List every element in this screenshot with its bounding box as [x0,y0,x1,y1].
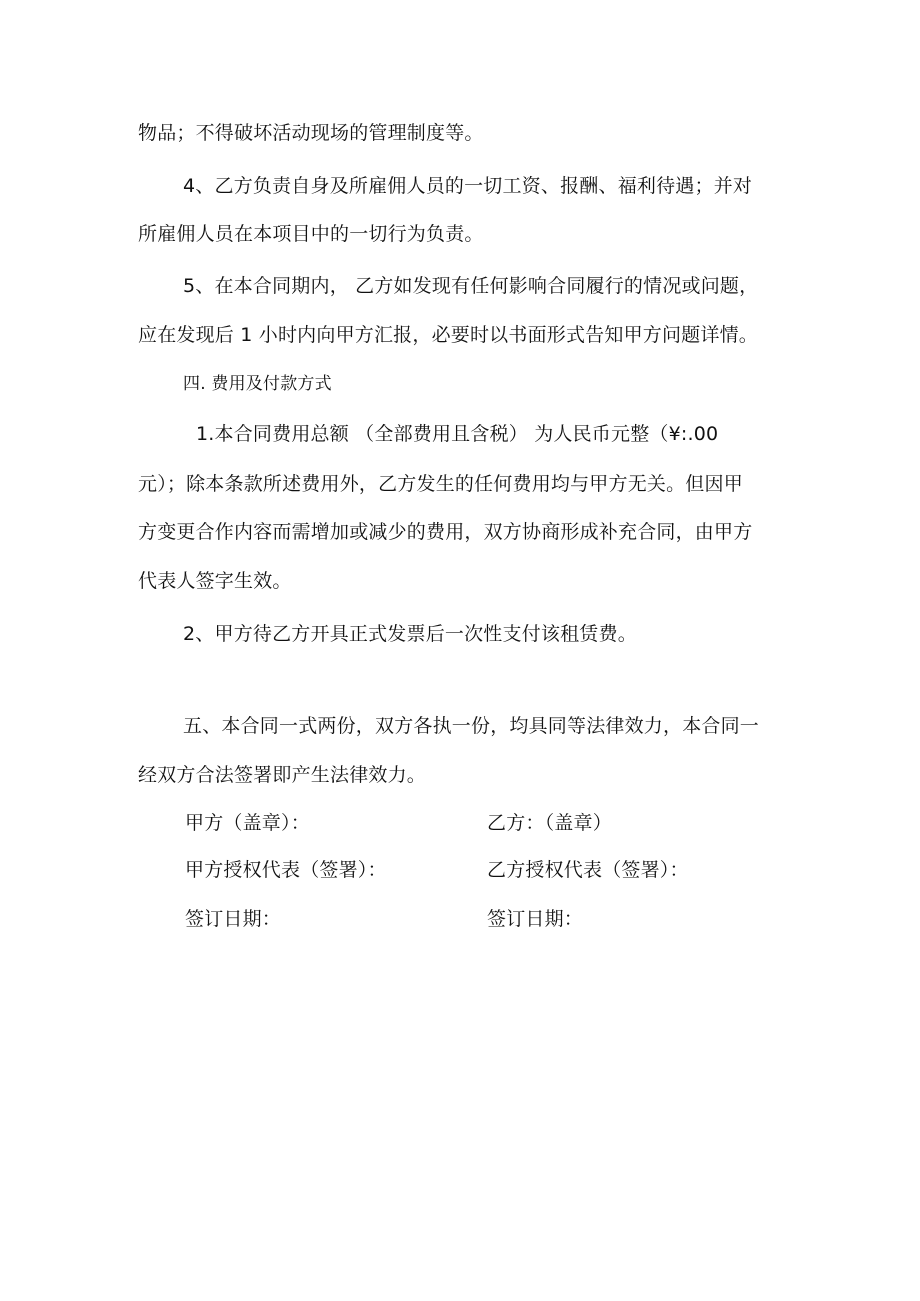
party-a-representative-label: 甲方授权代表（签署）： [185,859,387,881]
fee-clause-1-line: 1.本合同费用总额 （全部费用且含税） 为人民币元整（¥:.00 [196,423,719,445]
clause-4-line: 所雇佣人员在本项目中的一切行为负责。 [138,223,484,245]
section-5-line: 经双方合法签署即产生法律效力。 [138,764,427,786]
party-b-seal-label: 乙方：（盖章） [487,812,612,834]
party-b-date-label: 签订日期： [487,908,584,930]
party-a-date-label: 签订日期： [185,908,282,930]
fee-clause-1-line: 代表人签字生效。 [138,570,292,592]
party-b-representative-label: 乙方授权代表（签署）： [487,859,689,881]
clause-5-line: 5、在本合同期内， 乙方如发现有任何影响合同履行的情况或问题， [183,275,759,297]
section-4-title: 四. 费用及付款方式 [183,374,332,394]
fee-clause-1-line: 元）；除本条款所述费用外，乙方发生的任何费用均与甲方无关。但因甲 [138,473,743,495]
fee-clause-1-line: 方变更合作内容而需增加或减少的费用，双方协商形成补充合同，由甲方 [138,521,753,543]
paragraph-line: 物品；不得破坏活动现场的管理制度等。 [138,122,484,144]
fee-clause-2-line: 2、甲方待乙方开具正式发票后一次性支付该租赁费。 [183,623,637,645]
section-5-line: 五、本合同一式两份，双方各执一份，均具同等法律效力，本合同一 [183,715,760,737]
clause-4-line: 4、乙方负责自身及所雇佣人员的一切工资、报酬、福利待遇；并对 [183,175,753,197]
party-a-seal-label: 甲方（盖章）： [185,812,310,834]
clause-5-line: 应在发现后 1 小时内向甲方汇报，必要时以书面形式告知甲方问题详情。 [138,324,758,346]
